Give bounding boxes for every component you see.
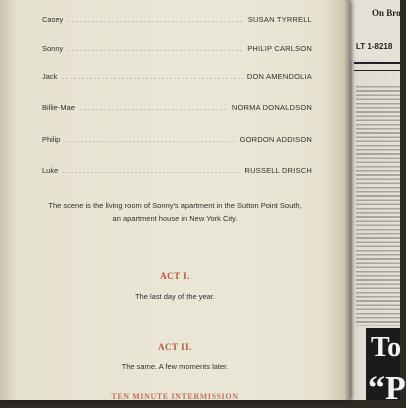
cast-actor: PHILIP CARLSON [247, 44, 312, 53]
leader-dots [64, 141, 235, 142]
act-description: The last day of the year. [134, 292, 216, 301]
cast-role: Billie-Mae [42, 103, 75, 112]
facing-page-rule-thin [354, 70, 400, 71]
cast-role: Luke [42, 166, 59, 175]
cast-row [42, 100, 312, 112]
cast-row [42, 69, 312, 81]
cast-actor: DON AMENDOLIA [246, 72, 312, 81]
cast-role: Jack [42, 72, 58, 81]
leader-dots [62, 172, 240, 173]
cast-row [42, 163, 312, 175]
leader-dots [67, 50, 243, 51]
cast-row [42, 41, 312, 53]
cast-actor: RUSSELL DRISCH [244, 166, 312, 175]
facing-page-text-column [356, 86, 400, 326]
act-description: The same. A few moments later. [121, 362, 229, 371]
scene-description [30, 199, 320, 225]
leader-dots [67, 21, 244, 22]
cast-role: Sonny [42, 44, 64, 53]
cast-row [42, 12, 312, 24]
cast-role: Casey [42, 15, 64, 24]
cast-row [42, 132, 312, 144]
facing-page-code: LT 1-8218 [356, 42, 393, 51]
cast-actor: SUSAN TYRRELL [247, 15, 312, 24]
leader-dots [79, 109, 228, 110]
scene-line: The scene is the living room of Sonny's apartment in the Sutton Point South, [48, 201, 302, 210]
facing-page-rule [354, 62, 400, 64]
cast-actor: GORDON ADDISON [239, 135, 312, 144]
act-title: ACT I. [160, 271, 190, 281]
cast-actor: NORMA DONALDSON [231, 103, 312, 112]
facing-page-ad-text: To [371, 332, 402, 363]
facing-page-heading: On Bro [372, 8, 401, 18]
act-title: ACT II. [158, 342, 192, 352]
cast-role: Philip [42, 135, 61, 144]
leader-dots [61, 78, 242, 79]
facing-page-ad-quote: “P [368, 370, 406, 407]
scene-line: an apartment house in New York City. [112, 214, 238, 223]
intermission-note: TEN MINUTE INTERMISSION [111, 392, 239, 401]
